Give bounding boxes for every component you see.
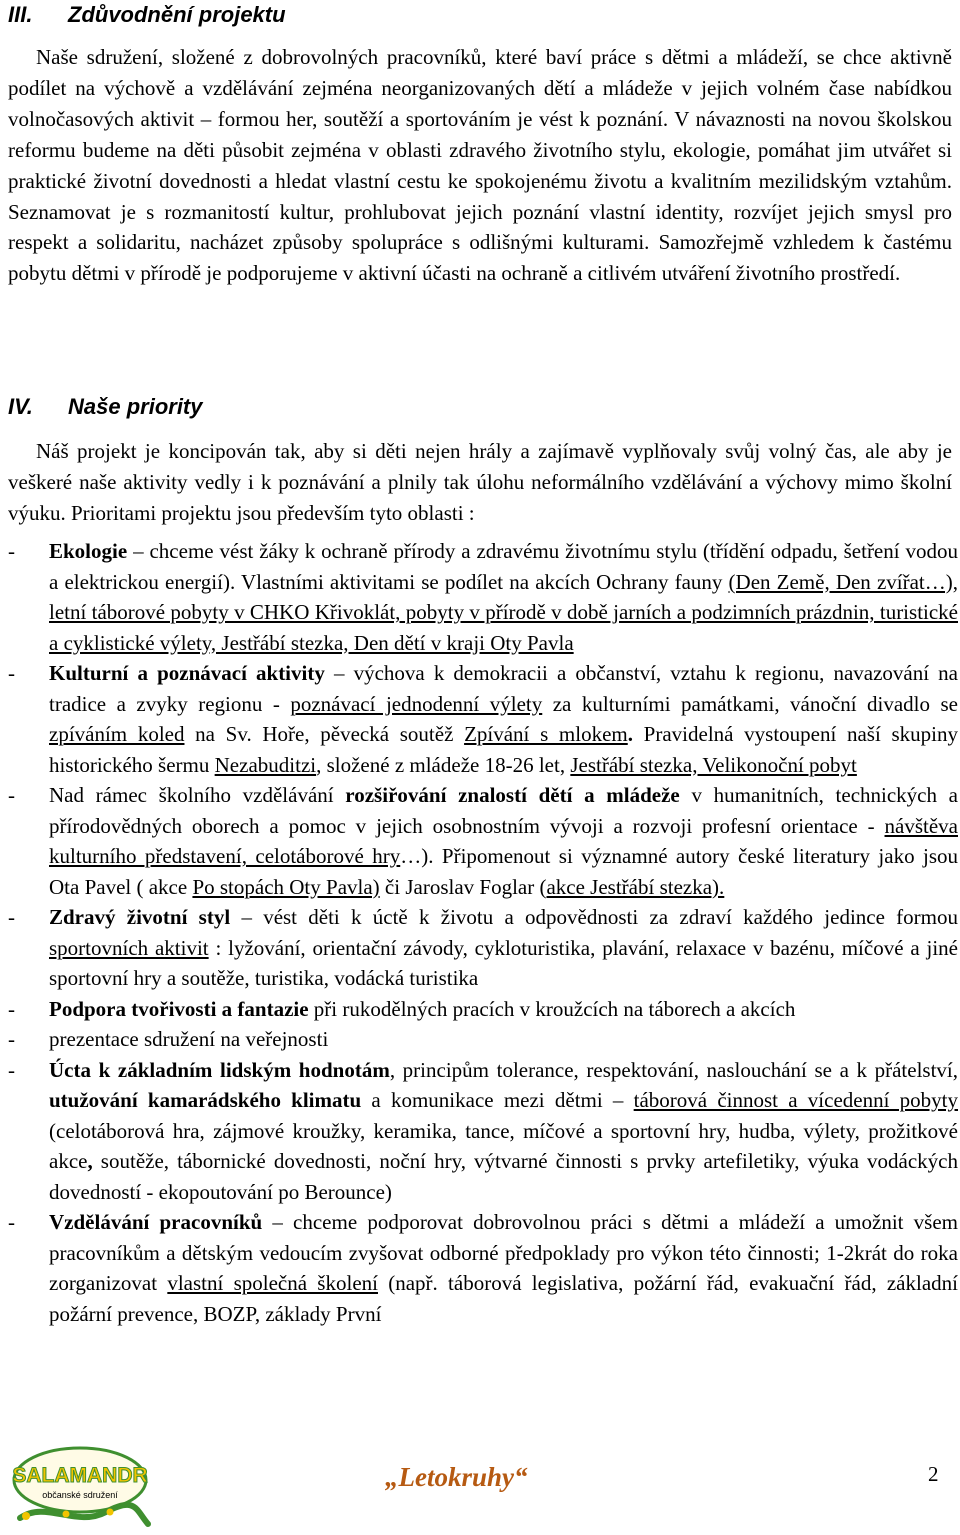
salamander-spot (22, 1512, 30, 1520)
bold-run: rozšiřování znalostí dětí a mládeže (345, 783, 680, 807)
text-run: – chceme vést žáky k ochraně přírody a zdravému životnímu stylu (třídění odpadu, šetření vodou a elektrickou energií). Vlastními aktivitami se podílet na akcích Ochrany fauny (49, 539, 958, 594)
priority-item (8, 902, 958, 994)
section-paragraph-3: Naše sdružení, složené z dobrovolných pracovníků, které baví práce s dětmi a mládeží, se chce aktivně podílet na výchově a vzdělávání zejména neorganizovaných dětí a mládeže v jejich volném čase nabídkou volnočasových aktivit – formou her, soutěží a sportováním je vést k poznání. V návaznosti na novou školskou reformu budeme na děti působit zejména v oblasti zdravého životního stylu, ekologie, pomáhat jim utvářet si praktické životní dovednosti a hledat vlastní cestu ke spokojenému životu a kvalitním mezilidským vztahům. Seznamovat je s rozmanitostí kultur, prohlubovat jejich poznání vlastní identity, rozvíjet jejich smysl pro respekt a solidaritu, nacházet způsoby spolupráce s odlišnými kulturami. Samozřejmě vzhledem k častému pobytu dětmi v přírodě je podporujeme v aktivní účasti na ochraně a citlivém utváření životního prostředí. (8, 45, 952, 286)
underlined-run: Jestřábí stezka, Velikonoční pobyt (570, 752, 857, 777)
logo-text: SALAMANDR (12, 1464, 148, 1487)
section-number: III. (8, 2, 33, 27)
bold-run: Kulturní a poznávací aktivity (49, 661, 325, 685)
text-run: či Jaroslav Foglar ( (379, 874, 547, 899)
section-title: Naše priority (68, 394, 203, 419)
text-run: , složené z mládeže 18-26 let, (316, 752, 571, 777)
priority-item (8, 1207, 958, 1329)
list-dash: - (8, 661, 15, 685)
underlined-run: Po stopách Oty Pavla) (192, 874, 380, 899)
salamander-spot (107, 1509, 114, 1516)
priority-item (8, 1055, 958, 1208)
bold-run: Podpora tvořivosti a fantazie (49, 996, 309, 1021)
priority-item (8, 658, 958, 780)
salamandr-logo (6, 1440, 154, 1532)
bold-run: Vzdělávání pracovníků (49, 1210, 263, 1234)
bold-run: Zdravý životní styl (49, 905, 231, 929)
list-dash: - (8, 996, 15, 1021)
priority-item (8, 536, 958, 658)
section-title: Zdůvodnění projektu (68, 2, 286, 27)
bold-run: Ekologie (49, 539, 128, 563)
section-number: IV. (8, 394, 33, 419)
text-run: …). Připomenout si významné autory české literatury jako jsou Ota Pavel ( akce (49, 844, 958, 899)
underlined-run: táborová činnost a vícedenní pobyty (633, 1088, 958, 1112)
text-run: (např. táborová legislativa, požární řád, evakuační řád, základní požární prevence, BOZP, základy První (49, 1271, 958, 1326)
text-run: v humanitních, technických a přírodovědných oborech a pomoc v jejich osobnostním vývoji a rozvoji profesní orientace - (49, 783, 958, 838)
list-dash: - (8, 1210, 15, 1234)
text-run: za kulturními památkami, vánoční divadlo se (542, 691, 958, 716)
text-run: a komunikace mezi dětmi – (361, 1088, 634, 1112)
underlined-run: vlastní společná školení (167, 1271, 378, 1295)
underlined-run: akce Jestřábí stezka). (546, 874, 725, 899)
list-dash: - (8, 905, 15, 929)
underlined-run: poznávací jednodenní výlety (290, 691, 543, 716)
underlined-run: návštěva kulturního představení, celotáborové hry (49, 813, 958, 868)
bold-run: . (627, 722, 633, 746)
text-run: soutěže, tábornické dovednosti, noční hry, výtvarné činnosti s prvky artefiletiky, výuka vodáckých dovedností - ekopoutování po Berounce) (49, 1149, 958, 1204)
salamander-spot (63, 1511, 70, 1518)
underlined-run: Zpívání s mlokem (464, 722, 628, 746)
bold-run: Úcta k základním lidským hodnotám (49, 1057, 390, 1082)
priority-item (8, 1024, 958, 1055)
bold-run: utužování kamarádského klimatu (49, 1088, 362, 1112)
priority-item (8, 780, 958, 902)
text-run: – výchova k demokracii a občanství, vztahu k regionu, navazování na tradice a zvyky regionu - (49, 661, 959, 716)
underlined-run: zpíváním koled (49, 722, 185, 746)
logo-subtext: občanské sdružení (42, 1490, 118, 1500)
footer-title: „Letokruhy“ (385, 1462, 528, 1492)
text-run: na Sv. Hoře, pěvecká soutěž (184, 722, 465, 746)
underlined-run: sportovních aktivit (49, 935, 209, 960)
section-heading-4 (8, 394, 203, 420)
text-run: , principům tolerance, respektování, naslouchání se a k přátelství, (389, 1057, 958, 1082)
list-dash: - (8, 783, 15, 807)
page-number: 2 (928, 1462, 939, 1486)
bold-run: , (87, 1149, 93, 1173)
text-run: Nad rámec školního vzdělávání (49, 783, 346, 807)
text-run: – chceme podporovat dobrovolnou práci s dětmi a mládeží a umožnit všem pracovníkům a dětským vedoucím zvyšovat odborné předpoklady pro výkon této činnosti; 1-2krát do roka zorganizovat (49, 1210, 958, 1295)
priority-item (8, 994, 958, 1025)
text-run: při rukodělných pracích v kroužcích na táborech a akcích (308, 996, 796, 1021)
text-run: – vést děti k úctě k životu a odpovědnosti za zdraví každého jedince formou (230, 905, 959, 929)
text-run: (celotáborová hra, zájmové kroužky, keramika, tance, míčové a sportovní hry, hudba, výlety, prožitkové akce (49, 1118, 958, 1173)
underlined-run: Nezabuditzi (214, 752, 317, 777)
priority-list (8, 536, 958, 1329)
text-run: prezentace sdružení na veřejnosti (49, 1027, 329, 1051)
section-paragraph-4: Náš projekt je koncipován tak, aby si děti nejen hrály a zajímavě vyplňovaly svůj volný čas, ale aby je veškeré naše aktivity vedly i k poznávání a plnily tak úlohu neformálního vzdělávání a výchovy mimo školní výuku. Prioritami projektu jsou především tyto oblasti : (8, 439, 952, 525)
underlined-run: (Den Země, Den zvířat…), letní táborové pobyty v CHKO Křivoklát, pobyty v přírodě v době jarních a podzimních prázdnin, turistické a cyklistické výlety, Jestřábí stezka, Den dětí v kraji Oty Pavla (49, 569, 958, 655)
text-run: : lyžování, orientační závody, cykloturistika, plavání, relaxace v bazénu, míčové a jiné sportovní hry a soutěže, turistika, vodácká turistika (49, 935, 958, 990)
section-heading-3 (8, 2, 286, 28)
text-run: Pravidelná vystoupení naší skupiny historického šermu (49, 722, 958, 777)
list-dash: - (8, 539, 15, 563)
list-dash: - (8, 1057, 15, 1082)
list-dash: - (8, 1027, 15, 1051)
